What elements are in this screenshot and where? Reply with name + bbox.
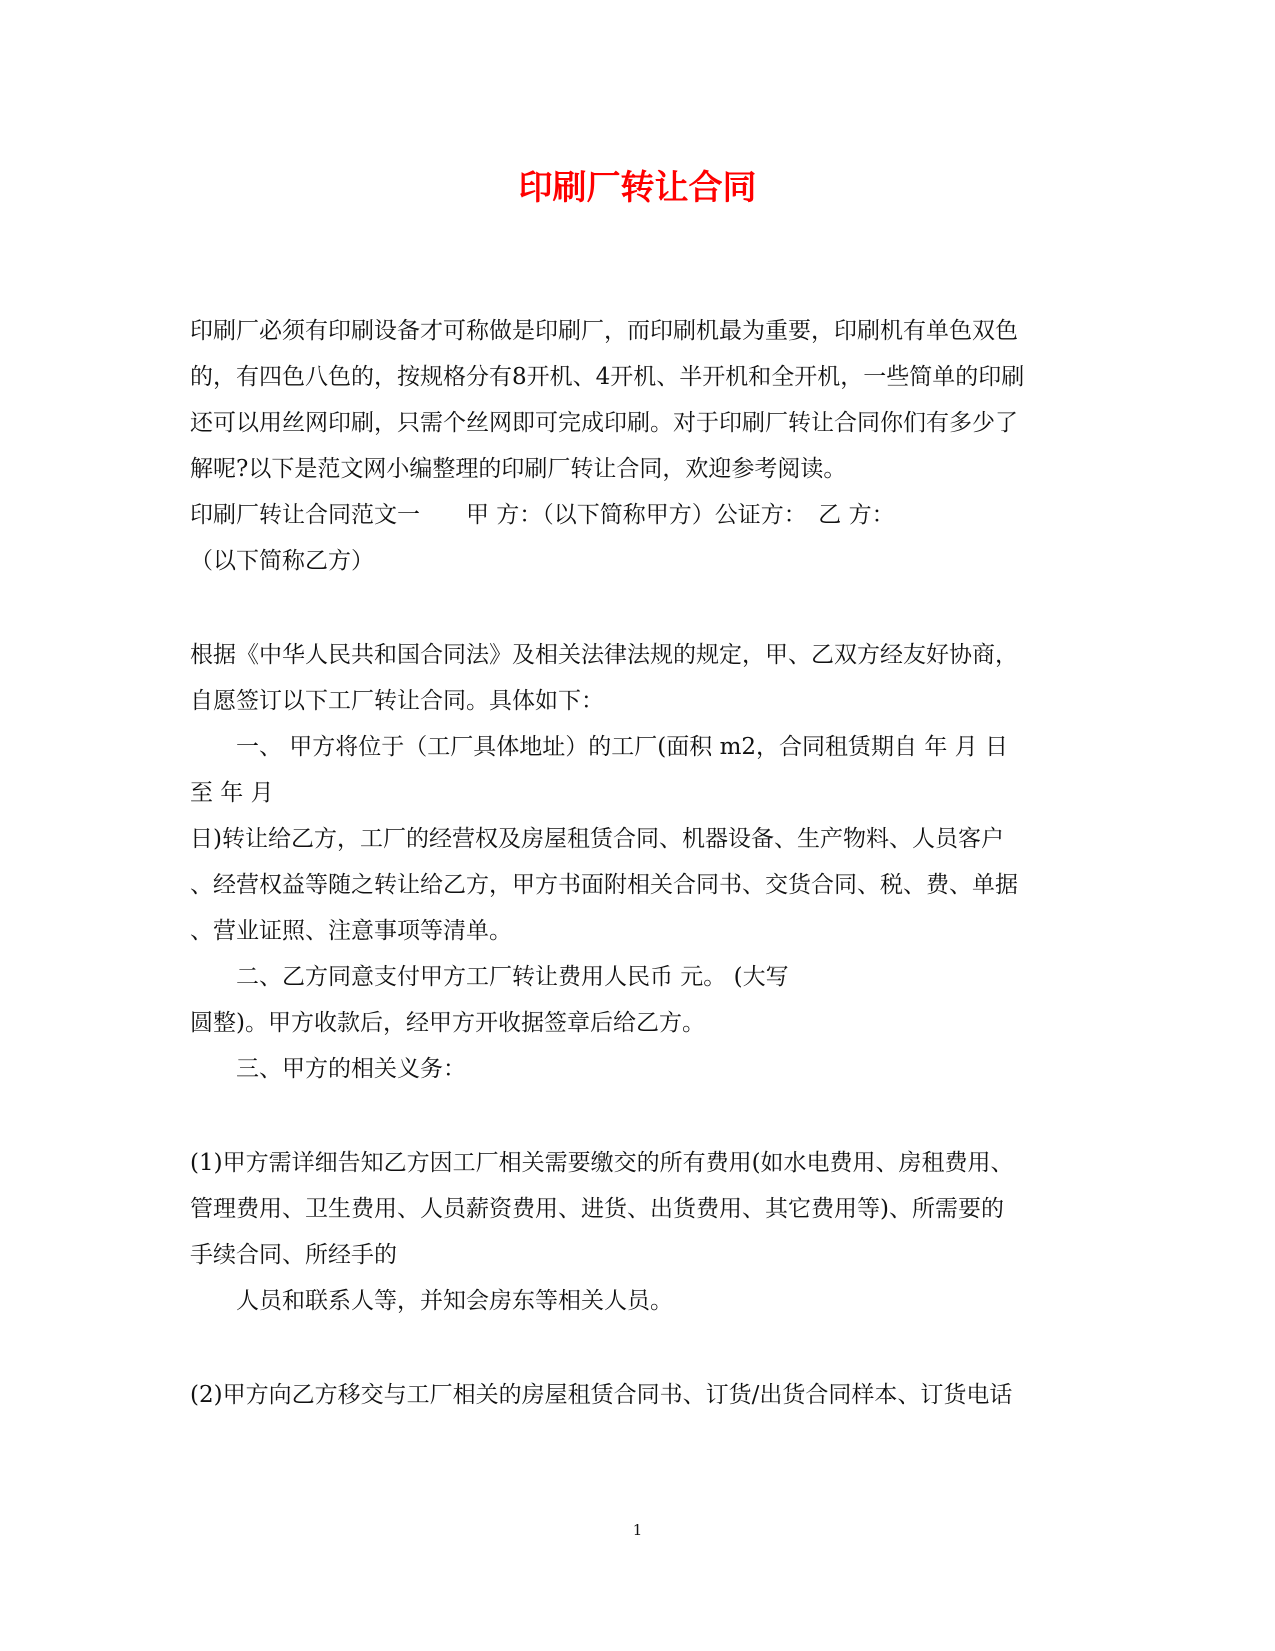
body-line-20: 人员和联系人等，并知会房东等相关人员。 <box>190 1288 673 1314</box>
body-line-19: 手续合同、所经手的 <box>190 1242 397 1268</box>
body-line-12: 、经营权益等随之转让给乙方，甲方书面附相关合同书、交货合同、税、费、单据 <box>190 872 1018 898</box>
body-line-15: 圆整)。甲方收款后，经甲方开收据签章后给乙方。 <box>190 1010 705 1036</box>
body-line-8: 自愿签订以下工厂转让合同。具体如下： <box>190 688 604 714</box>
body-line-9: 一、 甲方将位于（工厂具体地址）的工厂(面积 m2，合同租赁期自 年 月 日 <box>190 734 1008 760</box>
body-line-14: 二、乙方同意支付甲方工厂转让费用人民币 元。 (大写 <box>190 964 789 990</box>
body-line-1: 印刷厂必须有印刷设备才可称做是印刷厂，而印刷机最为重要，印刷机有单色双色 <box>190 318 1018 344</box>
body-line-3: 还可以用丝网印刷，只需个丝网即可完成印刷。对于印刷厂转让合同你们有多少了 <box>190 410 1018 436</box>
body-line-7: 根据《中华人民共和国合同法》及相关法律法规的规定，甲、乙双方经友好协商， <box>190 642 1018 668</box>
body-line-13: 、营业证照、注意事项等清单。 <box>190 918 512 944</box>
body-line-10: 至 年 月 <box>190 780 274 806</box>
body-line-6: （以下简称乙方） <box>190 548 374 574</box>
body-line-4: 解呢?以下是范文网小编整理的印刷厂转让合同，欢迎参考阅读。 <box>190 456 847 482</box>
body-line-11: 日)转让给乙方，工厂的经营权及房屋租赁合同、机器设备、生产物料、人员客户 <box>190 826 1004 852</box>
body-line-17: (1)甲方需详细告知乙方因工厂相关需要缴交的所有费用(如水电费用、房租费用、 <box>190 1150 1014 1176</box>
body-line-21: (2)甲方向乙方移交与工厂相关的房屋租赁合同书、订货/出货合同样本、订货电话 <box>190 1382 1013 1408</box>
body-line-5: 印刷厂转让合同范文一 甲 方：（以下简称甲方）公证方： 乙 方： <box>190 502 895 528</box>
document-title: 印刷厂转让合同 <box>518 168 757 208</box>
body-line-18: 管理费用、卫生费用、人员薪资费用、进货、出货费用、其它费用等)、所需要的 <box>190 1196 1004 1222</box>
page-number: 1 <box>632 1521 643 1539</box>
body-line-16: 三、甲方的相关义务： <box>190 1056 466 1082</box>
body-line-2: 的，有四色八色的，按规格分有8开机、4开机、半开机和全开机，一些简单的印刷 <box>190 364 1025 390</box>
